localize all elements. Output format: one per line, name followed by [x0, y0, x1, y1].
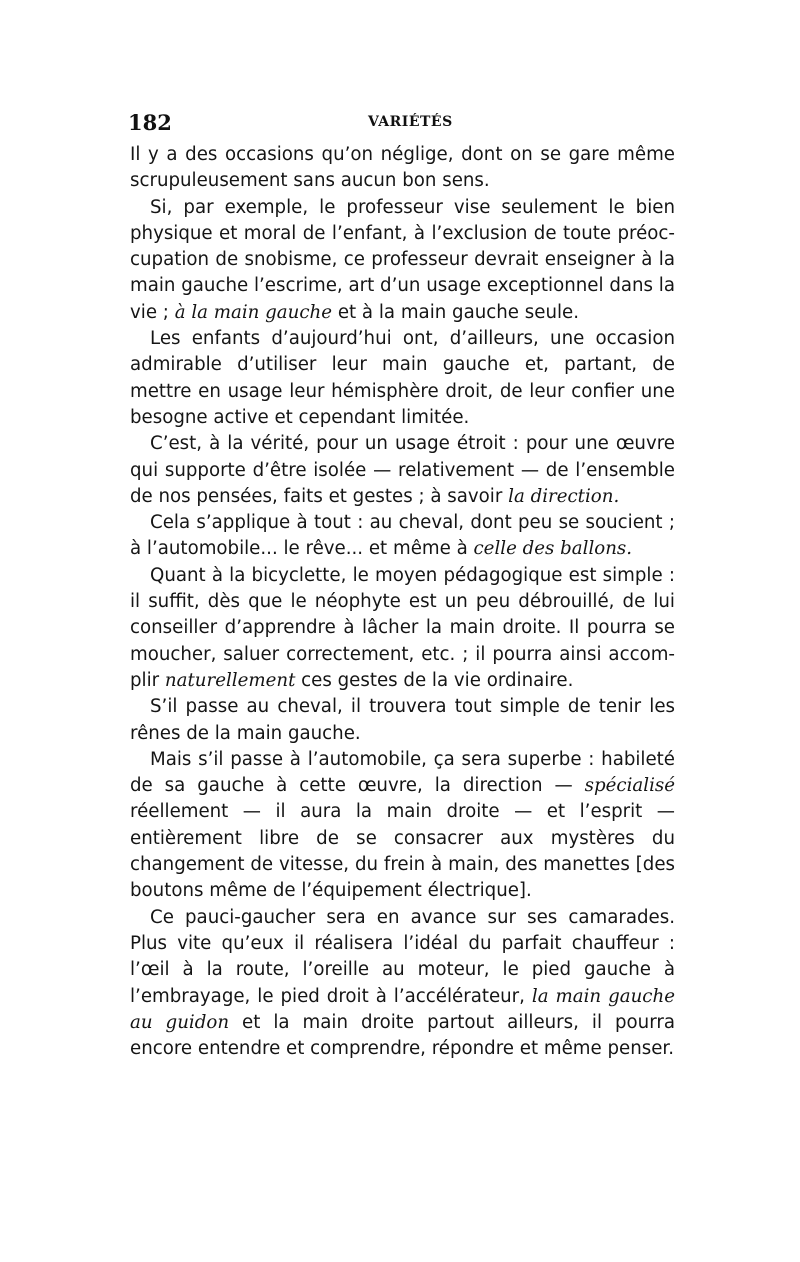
text-run: Si, par exemple, le professeur vise seulement le bien physique et moral de l’enfant, à l’exclusion de toute préoccupation de snobisme, ce professeur devrait enseigner à la main gauche l’escrime, art d’un usage exceptionnel dans la vie ; — [130, 196, 675, 323]
page-number: 182 — [128, 110, 172, 135]
text-run: réellement — il aura la main droite — et l’esprit — entièrement libre de se consacrer aux mystères du changement de vitesse, du frein à main, des manettes [des boutons même de l’équipement électrique]. — [130, 801, 675, 902]
running-head — [130, 110, 675, 142]
italic-text: à la main gauche — [174, 301, 333, 323]
book-page — [130, 110, 675, 1062]
italic-text: la main gauche au guidon — [130, 985, 675, 1033]
paragraph — [130, 563, 675, 694]
body-text — [130, 142, 675, 1062]
text-run: Quant à la bicyclette, le moyen pédagogique est simple : il suffit, dès que le néophyte est un peu débrouillé, de lui conseiller d’apprendre à lâcher la main droite. Il pourra se moucher, saluer correctement, etc. ; il pourra ainsi accomplir — [130, 564, 675, 691]
paragraph — [130, 694, 675, 747]
paragraph — [130, 747, 675, 905]
section-title: VARIÉTÉS — [368, 114, 453, 130]
italic-text: celle des ballons. — [473, 538, 633, 560]
paragraph — [130, 431, 675, 510]
text-run: et à la main gauche seule. — [332, 301, 579, 323]
text-run: Les enfants d’aujourd’hui ont, d’ailleurs, une occasion admirable d’utiliser leur main gauche et, partant, de mettre en usage leur hémisphère droit, de leur confier une besogne active et cependant limitée. — [130, 328, 675, 428]
italic-text: naturellement — [164, 669, 296, 691]
text-run: Ce pauci-gaucher sera en avance sur ses camarades. Plus vite qu’eux il réalisera l’idéal du parfait chauffeur : l’œil à la route, l’oreille au moteur, le pied gauche à l’embrayage, le pied droit à l’accélérateur, — [130, 906, 675, 1007]
paragraph — [130, 195, 675, 326]
text-run: et la main droite partout ailleurs, il pourra encore entendre et comprendre, répondre et même penser. — [130, 1011, 675, 1060]
text-run: S’il passe au cheval, il trouvera tout simple de tenir les rênes de la main gauche. — [130, 696, 675, 744]
paragraph — [130, 510, 675, 563]
paragraph — [130, 326, 675, 431]
text-run: Il y a des occasions qu’on néglige, dont on se gare même scrupuleusement sans aucun bon sens. — [130, 144, 675, 192]
italic-text: spécialisé — [584, 775, 675, 797]
italic-text: la direction. — [508, 485, 620, 507]
text-run: Cela s’applique à tout : au cheval, dont peu se soucient ; à l’automobile... le rêve... et même à — [130, 512, 675, 560]
paragraph — [130, 142, 675, 195]
paragraph — [130, 905, 675, 1063]
text-run: Mais s’il passe à l’automobile, ça sera superbe : habileté de sa gauche à cette œuvre, la direction — — [130, 748, 675, 797]
text-run: C’est, à la vérité, pour un usage étroit : pour une œuvre qui supporte d’être isolée — relativement — de l’ensemble de nos pensées, faits et gestes ; à savoir — [130, 433, 675, 507]
text-run: ces gestes de la vie ordinaire. — [295, 669, 574, 691]
